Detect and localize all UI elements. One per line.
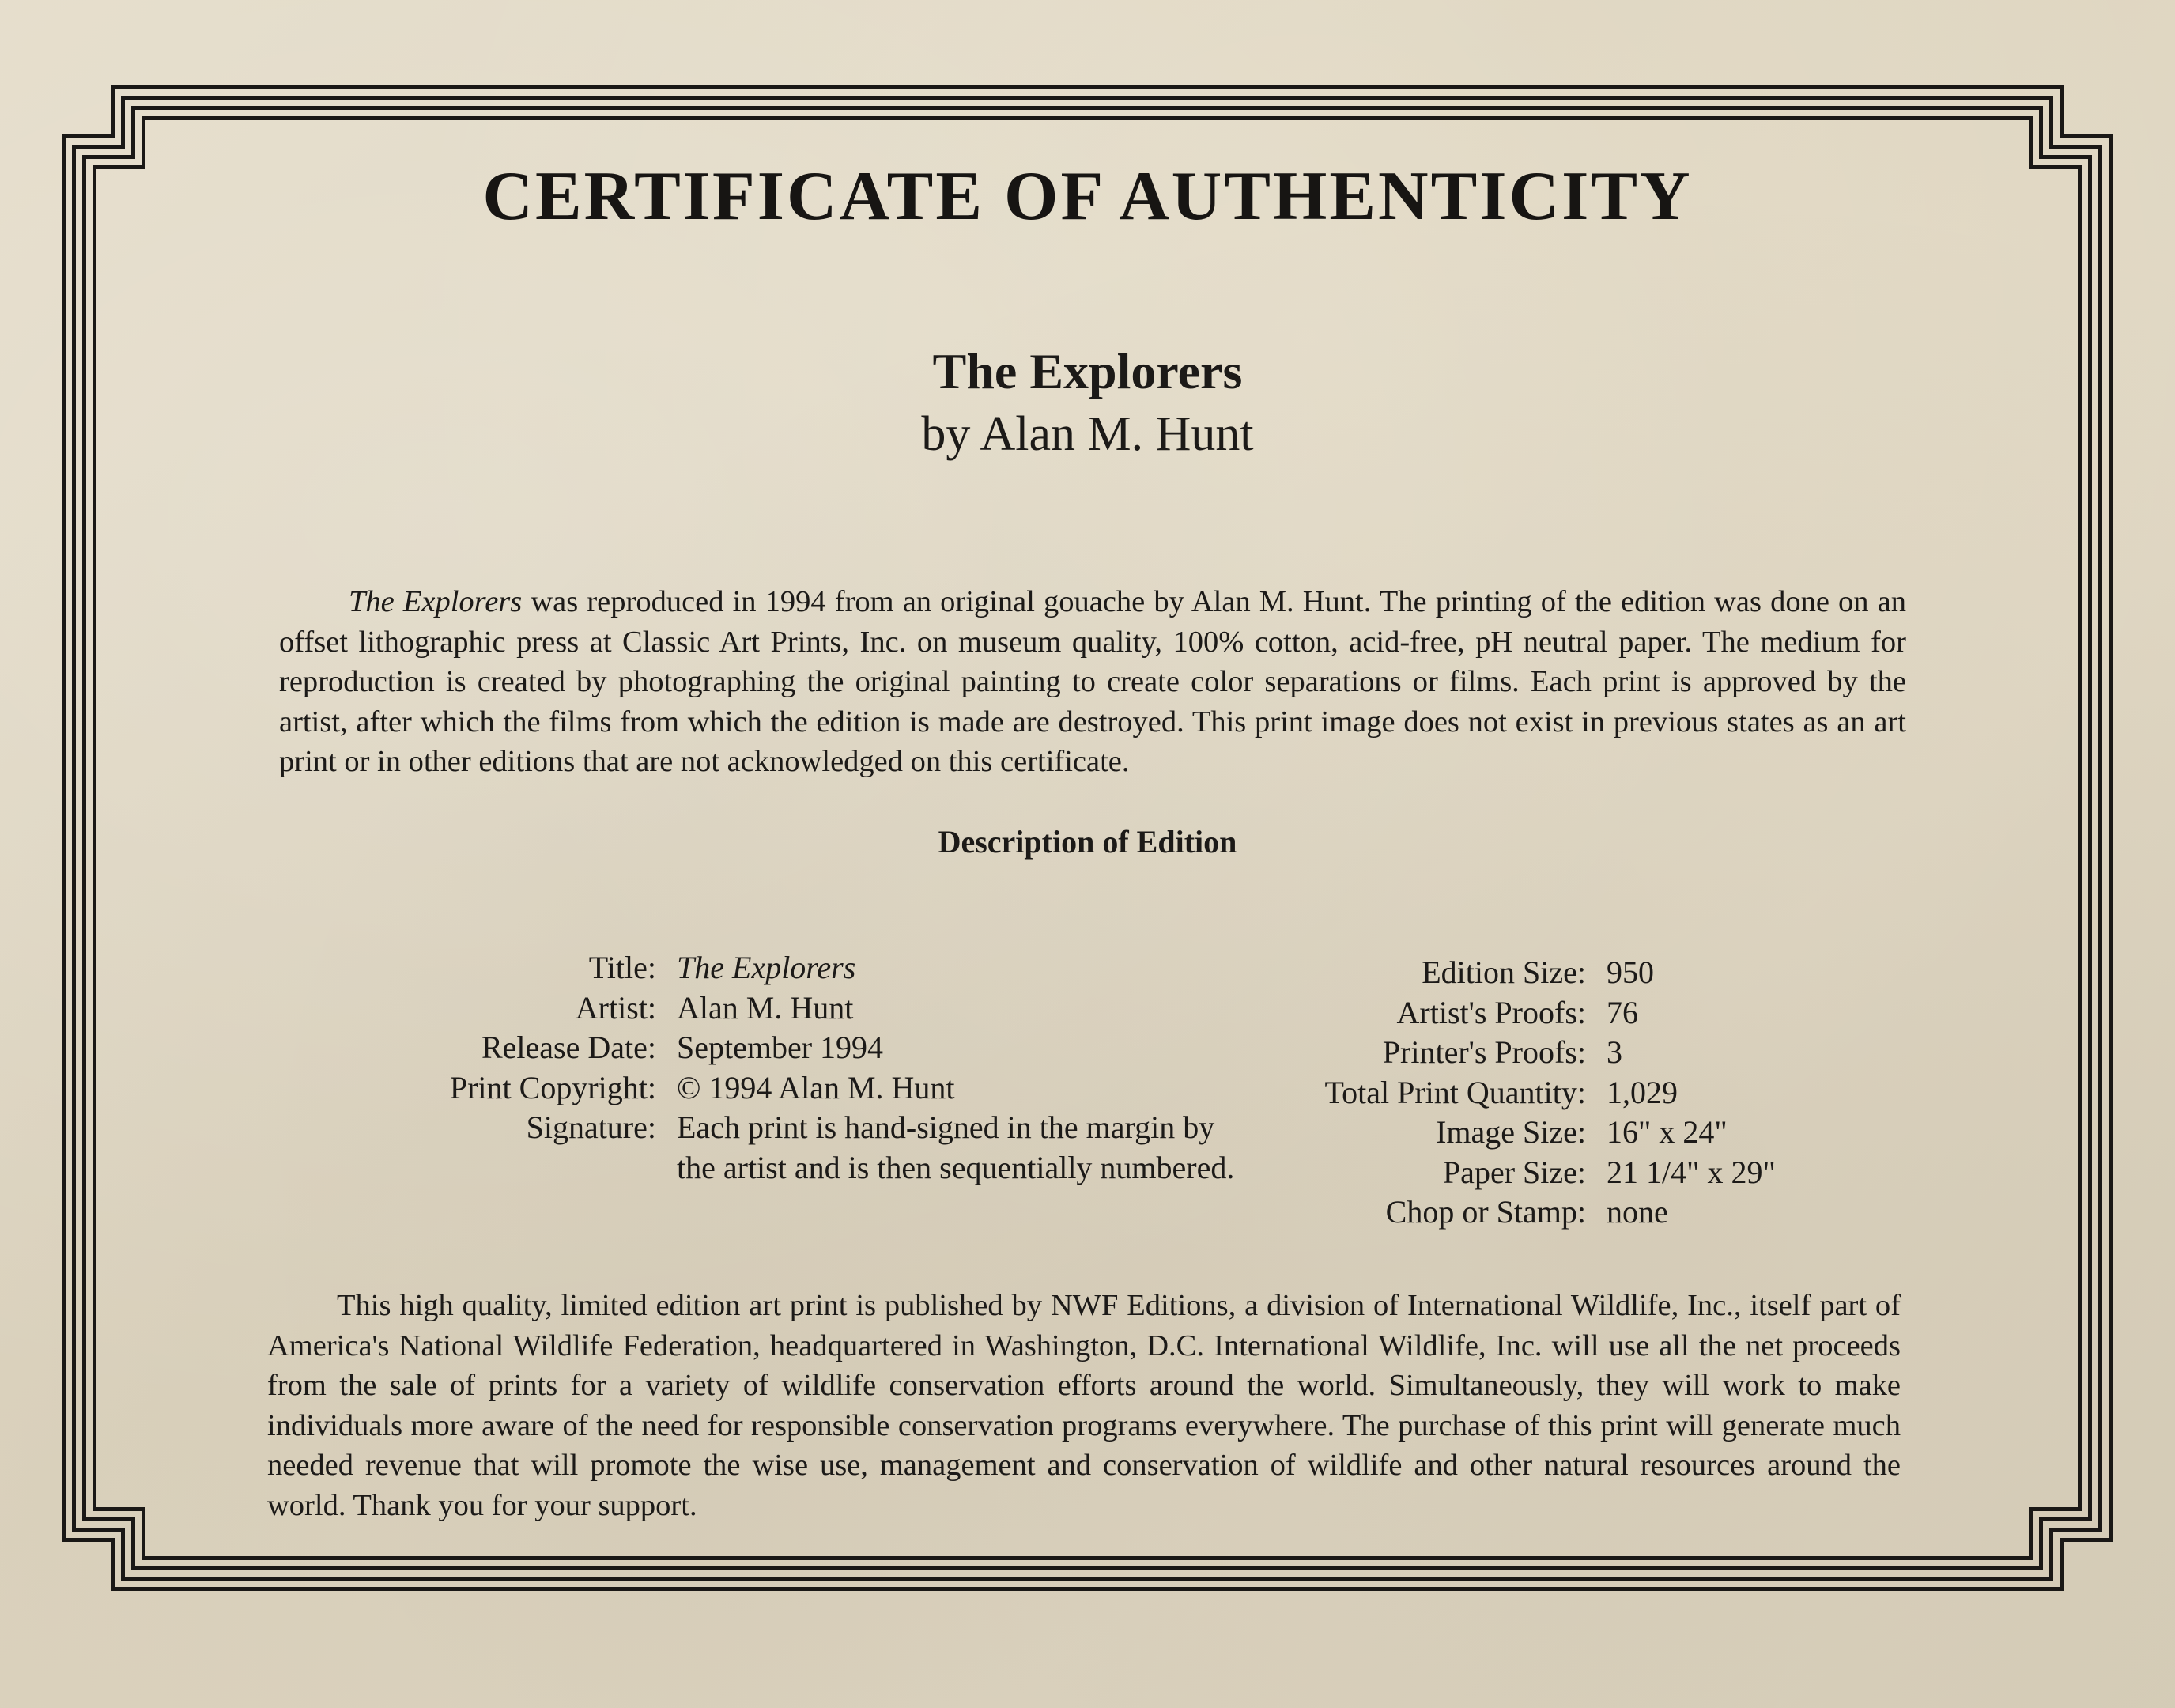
- detail-label: Release Date:: [481, 1030, 656, 1065]
- detail-label: Artist's Proofs:: [1396, 994, 1586, 1030]
- detail-value: 21 1/4" x 29": [1607, 1154, 1776, 1190]
- detail-label: Print Copyright:: [449, 1069, 656, 1105]
- detail-label: Title:: [588, 950, 656, 985]
- detail-row-artist: [316, 988, 1246, 1029]
- edition-details-left: [316, 948, 1246, 1188]
- detail-label: Printer's Proofs:: [1382, 1034, 1586, 1070]
- detail-label: Image Size:: [1436, 1114, 1586, 1150]
- detail-value: 950: [1607, 954, 1654, 990]
- detail-label: Total Print Quantity:: [1324, 1074, 1586, 1110]
- detail-row-release-date: [316, 1028, 1246, 1068]
- detail-row-title: [316, 948, 1246, 988]
- detail-value: 76: [1607, 994, 1638, 1030]
- detail-label: Edition Size:: [1422, 954, 1586, 990]
- detail-row-total-quantity: [1225, 1073, 1776, 1113]
- detail-row-paper-size: [1225, 1153, 1776, 1193]
- intro-paragraph: [279, 582, 1906, 782]
- detail-row-signature: [316, 1108, 1246, 1188]
- detail-value: Each print is hand-signed in the margin by the artist and is then sequentially numbered.: [677, 1109, 1235, 1185]
- certificate-heading: CERTIFICATE OF AUTHENTICITY: [482, 158, 1693, 235]
- artist-byline: by Alan M. Hunt: [921, 407, 1254, 461]
- detail-value: 16" x 24": [1607, 1114, 1728, 1150]
- detail-row-image-size: [1225, 1113, 1776, 1153]
- intro-title-italic: The Explorers: [349, 585, 523, 618]
- detail-label: Paper Size:: [1442, 1154, 1586, 1190]
- detail-value: 3: [1607, 1034, 1622, 1070]
- work-title: The Explorers: [932, 343, 1243, 399]
- detail-row-artists-proofs: [1225, 993, 1776, 1033]
- detail-value: The Explorers: [677, 950, 856, 985]
- detail-value: none: [1607, 1194, 1668, 1230]
- closing-paragraph: This high quality, limited edition art print is published by NWF Editions, a division of International Wildlife, Inc., itself part of America's National Wildlife Federation, headquartered in Washington, D.C. International Wildlife, Inc. will use all the net proceeds from the sale of prints for a variety of wildlife conservation efforts around the world. Simultaneously, they will work to make individuals more aware of the need for responsible conservation programs everywhere. The purchase of this print will generate much needed revenue that will promote the wise use, management and conservation of wildlife and other natural resources around the world. Thank you for your support.: [267, 1289, 1901, 1522]
- intro-text: was reproduced in 1994 from an original gouache by Alan M. Hunt. The printing of the edition was done on an offset lithographic press at Classic Art Prints, Inc. on museum quality, 100% cotton, acid-free, pH neutral paper. The medium for reproduction is created by photographing the original painting to create color separations or films. Each print is approved by the artist, after which the films from which the edition is made are destroyed. This print image does not exist in previous states as an art print or in other editions that are not acknowledged on this certificate.: [279, 585, 1906, 778]
- detail-value: 1,029: [1607, 1074, 1678, 1110]
- edition-heading: Description of Edition: [938, 824, 1237, 860]
- detail-label: Signature:: [526, 1109, 656, 1145]
- edition-details-right: [1225, 953, 1776, 1233]
- detail-value: © 1994 Alan M. Hunt: [677, 1069, 955, 1105]
- detail-row-chop-stamp: [1225, 1192, 1776, 1233]
- detail-value: September 1994: [677, 1030, 884, 1065]
- detail-value: Alan M. Hunt: [677, 989, 854, 1026]
- detail-label: Artist:: [575, 989, 656, 1026]
- detail-row-printers-proofs: [1225, 1033, 1776, 1073]
- detail-row-copyright: [316, 1068, 1246, 1109]
- detail-label: Chop or Stamp:: [1385, 1194, 1586, 1230]
- detail-row-edition-size: [1225, 953, 1776, 993]
